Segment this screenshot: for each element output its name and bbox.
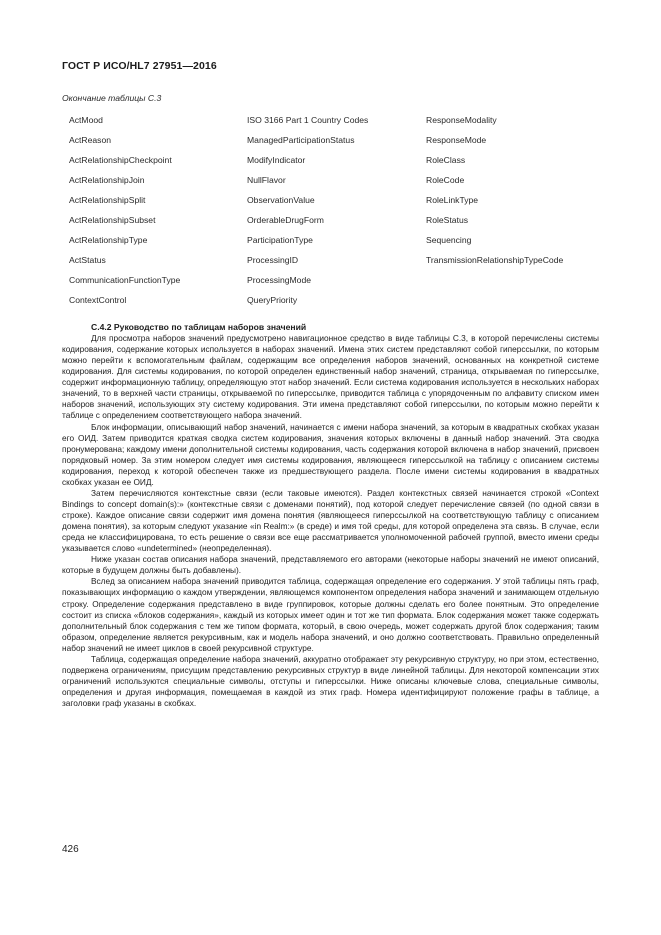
code-system-link[interactable]: RoleLinkType bbox=[426, 195, 479, 205]
code-system-link[interactable]: ISO 3166 Part 1 Country Codes bbox=[247, 115, 369, 125]
paragraph: Блок информации, описывающий набор значений, начинается с имени набора значений, за которым в квадратных скобках указан его ОИД. Затем приводится краткая сводка систем кодирования, значения которых включены в данный набор значений. Эта сводка пронумерована; каждому имени дополнительной системы кодирования, часть содержания которой включена в набор значений, присвоен порядковый номер. За этим номером следует имя системы кодирования, являющееся гиперссылкой на таблицу с описанием системы кодирования, переход к которой обеспечен также из предшествующего раздела. После имени системы кодирования в квадратных скобках указан ее ОИД. bbox=[62, 421, 599, 487]
code-system-link[interactable]: OrderableDrugForm bbox=[247, 215, 324, 225]
code-system-link[interactable]: ContextControl bbox=[69, 295, 127, 305]
paragraph: Затем перечисляются контекстные связи (если таковые имеются). Раздел контекстных связей начинается строкой «Context Bindings to concept domain(s):» (контекстные связи с доменами понятий), под которой следует перечисление связей (по одной связи в строке). Каждое описание связи содержит имя домена понятия (являющееся гиперссылкой на соответствующую таблицу с описанием домена понятия), за которым следуют указание «in Realm:» (в среде) и имя той среды, для которой определена эта связь. В случае, если среда не классифицирована, то есть решение о связи все еще рассматривается уполномоченной рабочей группой, вместо имени среды указывается слово «undetermined» (неопределенная). bbox=[62, 487, 599, 554]
code-system-empty-cell bbox=[426, 295, 626, 315]
code-system-link[interactable]: RoleClass bbox=[426, 155, 466, 165]
code-system-link[interactable]: ActStatus bbox=[69, 255, 106, 265]
code-system-empty-cell bbox=[426, 275, 626, 295]
code-system-link[interactable]: ProcessingID bbox=[247, 255, 299, 265]
code-system-link[interactable]: ParticipationType bbox=[247, 235, 313, 245]
section-body bbox=[62, 333, 599, 709]
paragraph: Для просмотра наборов значений предусмотрено навигационное средство в виде таблицы С.3, в которой перечислены системы кодирования, содержание которых используется в наборах значений. Имена этих систем представляют собой гиперссылки, по которым можно перейти к вспомогательным файлам, содержащим все определения наборов значений, основанных на конкретной системе кодирования. Для системы кодирования, по которой определен единственный набор значений, страница, открываемая по гиперссылке, содержит информационную таблицу, определяющую этот набор значений. Если система кодирования используется в нескольких наборах значений, то в верхней части страницы, открываемой по гиперссылке, приводится таблица с упорядоченным по алфавиту списком имен наборов значений, использующих эту систему кодирования. Эти имена представляют собой гиперссылки, по которым можно перейти к таблице с определением соответствующего набора значений. bbox=[62, 333, 599, 421]
code-system-link[interactable]: Sequencing bbox=[426, 235, 472, 245]
code-system-link[interactable]: ActRelationshipType bbox=[69, 235, 148, 245]
paragraph: Вслед за описанием набора значений приводится таблица, содержащая определение его содержания. У этой таблицы пять граф, показывающих информацию о каждом утверждении, являющемся компонентом определения набора значений и занимающем отдельную строку. Определение содержания представлено в виде группировок, которые должны сделать его более понятным. Это определение состоит из списка «блоков содержания», каждый из которых имеет один и тот же тип формата. Блок содержания может также содержать дополнительный блок содержания с тем же типом формата, который, в свою очередь, может содержать другой блок содержания; таким образом, определение является рекурсивным, как и модель набора значений, и оно должно соответствовать. Правильно определенный набор значений не имеет циклов в своей рекурсивной структуре. bbox=[62, 576, 599, 653]
code-system-link[interactable]: RoleCode bbox=[426, 175, 465, 185]
document-header: ГОСТ Р ИСО/HL7 27951—2016 bbox=[62, 60, 217, 72]
section-title: С.4.2 Руководство по таблицам наборов значений bbox=[91, 322, 307, 332]
table-caption: Окончание таблицы С.3 bbox=[62, 93, 162, 103]
paragraph: Ниже указан состав описания набора значений, представляемого его авторами (некоторые наборы значений не имеют описаний, которые в будущем должны быть добавлены). bbox=[62, 554, 599, 576]
code-system-link[interactable]: ActRelationshipSubset bbox=[69, 215, 156, 225]
code-systems-table bbox=[69, 115, 629, 315]
paragraph: Таблица, содержащая определение набора значений, аккуратно отображает эту рекурсивную структуру, но при этом, естественно, подвержена ограничениям, присущим представлению рекурсивных структур в виде линейной таблицы. Для некоторой компенсации этих ограничений используются специальные символы, отступы и гиперссылки. Ниже описаны ключевые слова, специальные символы, определения и другая информация, помещаемая в каждой из этих граф. Номера идентифицируют положение графы в таблице, а заголовки граф указаны в скобках. bbox=[62, 653, 599, 709]
code-system-link[interactable]: QueryPriority bbox=[247, 295, 298, 305]
code-system-link[interactable]: ResponseMode bbox=[426, 135, 487, 145]
code-system-link[interactable]: ActMood bbox=[69, 115, 103, 125]
code-system-link[interactable]: ActRelationshipCheckpoint bbox=[69, 155, 172, 165]
code-system-link[interactable]: ManagedParticipationStatus bbox=[247, 135, 355, 145]
code-system-link[interactable]: ActReason bbox=[69, 135, 112, 145]
code-system-link[interactable]: TransmissionRelationshipTypeCode bbox=[426, 255, 564, 265]
page-number: 426 bbox=[62, 844, 79, 855]
code-system-link[interactable]: CommunicationFunctionType bbox=[69, 275, 181, 285]
code-system-link[interactable]: ActRelationshipJoin bbox=[69, 175, 145, 185]
code-system-link[interactable]: NullFlavor bbox=[247, 175, 286, 185]
code-system-link[interactable]: RoleStatus bbox=[426, 215, 469, 225]
code-system-link[interactable]: ModifyIndicator bbox=[247, 155, 306, 165]
code-system-link[interactable]: ObservationValue bbox=[247, 195, 315, 205]
code-system-link[interactable]: ResponseModality bbox=[426, 115, 497, 125]
code-system-link[interactable]: ActRelationshipSplit bbox=[69, 195, 146, 205]
code-system-link[interactable]: ProcessingMode bbox=[247, 275, 312, 285]
